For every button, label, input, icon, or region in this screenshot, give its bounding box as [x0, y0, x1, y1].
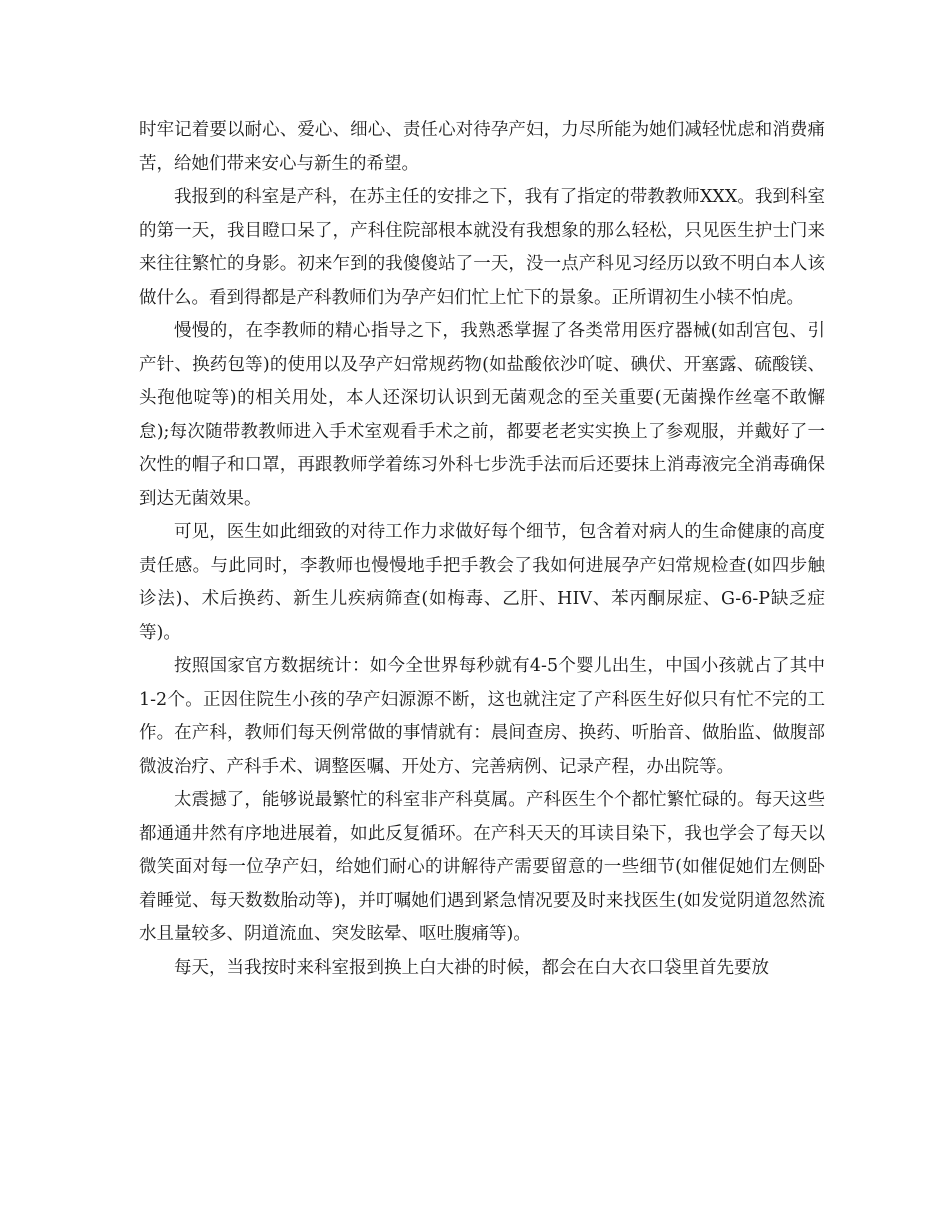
- paragraph-daily-report: 每天，当我按时来科室报到换上白大褂的时候，都会在白大衣口袋里首先要放: [174, 957, 769, 978]
- paragraph-instruments-sterility: 慢慢的，在李教师的精心指导之下，我熟悉掌握了各类常用医疗器械(如刮宫包、引产针、换药包等)的使用以及孕产妇常规药物(如盐酸依沙吖啶、碘伏、开塞露、硫酸镁、头孢他啶等)的相关用处，本人还深切认识到无菌观念的至关重要(无菌操作丝毫不敢懈怠);每次随带教教师进入手术室观看手术之前，都要老老实实换上了参观服，并戴好了一次性的帽子和口罩，再跟教师学着练习外科七步洗手法而后还要抹上消毒液完全消毒确保到达无菌效果。: [139, 321, 825, 509]
- paragraph-department-arrival: 我报到的科室是产科，在苏主任的安排之下，我有了指定的带教教师XXX。我到科室的第一天，我目瞪口呆了，产科住院部根本就没有我想象的那么轻松，只见医生护士门来来往往繁忙的身影。初来乍到的我傻傻站了一天，没一点产科见习经历以致不明白本人该做什么。看到得都是产科教师们为孕产妇们忙上忙下的景象。正所谓初生小犊不怕虎。: [139, 187, 825, 308]
- paragraph-examinations: 可见，医生如此细致的对待工作力求做好每个细节，包含着对病人的生命健康的高度责任感。与此同时，李教师也慢慢地手把手教会了我如何进展孕产妇常规检查(如四步触诊法)、术后换药、新生儿疾病筛查(如梅毒、乙肝、HIV、苯丙酮尿症、G-6-P缺乏症等)。: [139, 522, 825, 643]
- document-body: [139, 114, 825, 985]
- paragraph-statistics-routine: 按照国家官方数据统计：如今全世界每秒就有4-5个婴儿出生，中国小孩就占了其中1-2个。正因住院生小孩的孕产妇源源不断，这也就注定了产科医生好似只有忙不完的工作。在产科，教师们每天例常做的事情就有：晨间查房、换药、听胎音、做胎监、做腹部微波治疗、产科手术、调整医嘱、开处方、完善病例、记录产程，办出院等。: [139, 656, 825, 777]
- paragraph-busy-department: 太震撼了，能够说最繁忙的科室非产科莫属。产科医生个个都忙繁忙碌的。每天这些都通通井然有序地进展着，如此反复循环。在产科天天的耳读目染下，我也学会了每天以微笑面对每一位孕产妇，给她们耐心的讲解待产需要留意的一些细节(如催促她们左侧卧着睡觉、每天数数胎动等)，并叮嘱她们遇到紧急情况要及时来找医生(如发觉阴道忽然流水且量较多、阴道流血、突发眩晕、呕吐腹痛等)。: [139, 790, 825, 944]
- paragraph-continued: 时牢记着要以耐心、爱心、细心、责任心对待孕产妇，力尽所能为她们减轻忧虑和消费痛苦，给她们带来安心与新生的希望。: [139, 120, 825, 174]
